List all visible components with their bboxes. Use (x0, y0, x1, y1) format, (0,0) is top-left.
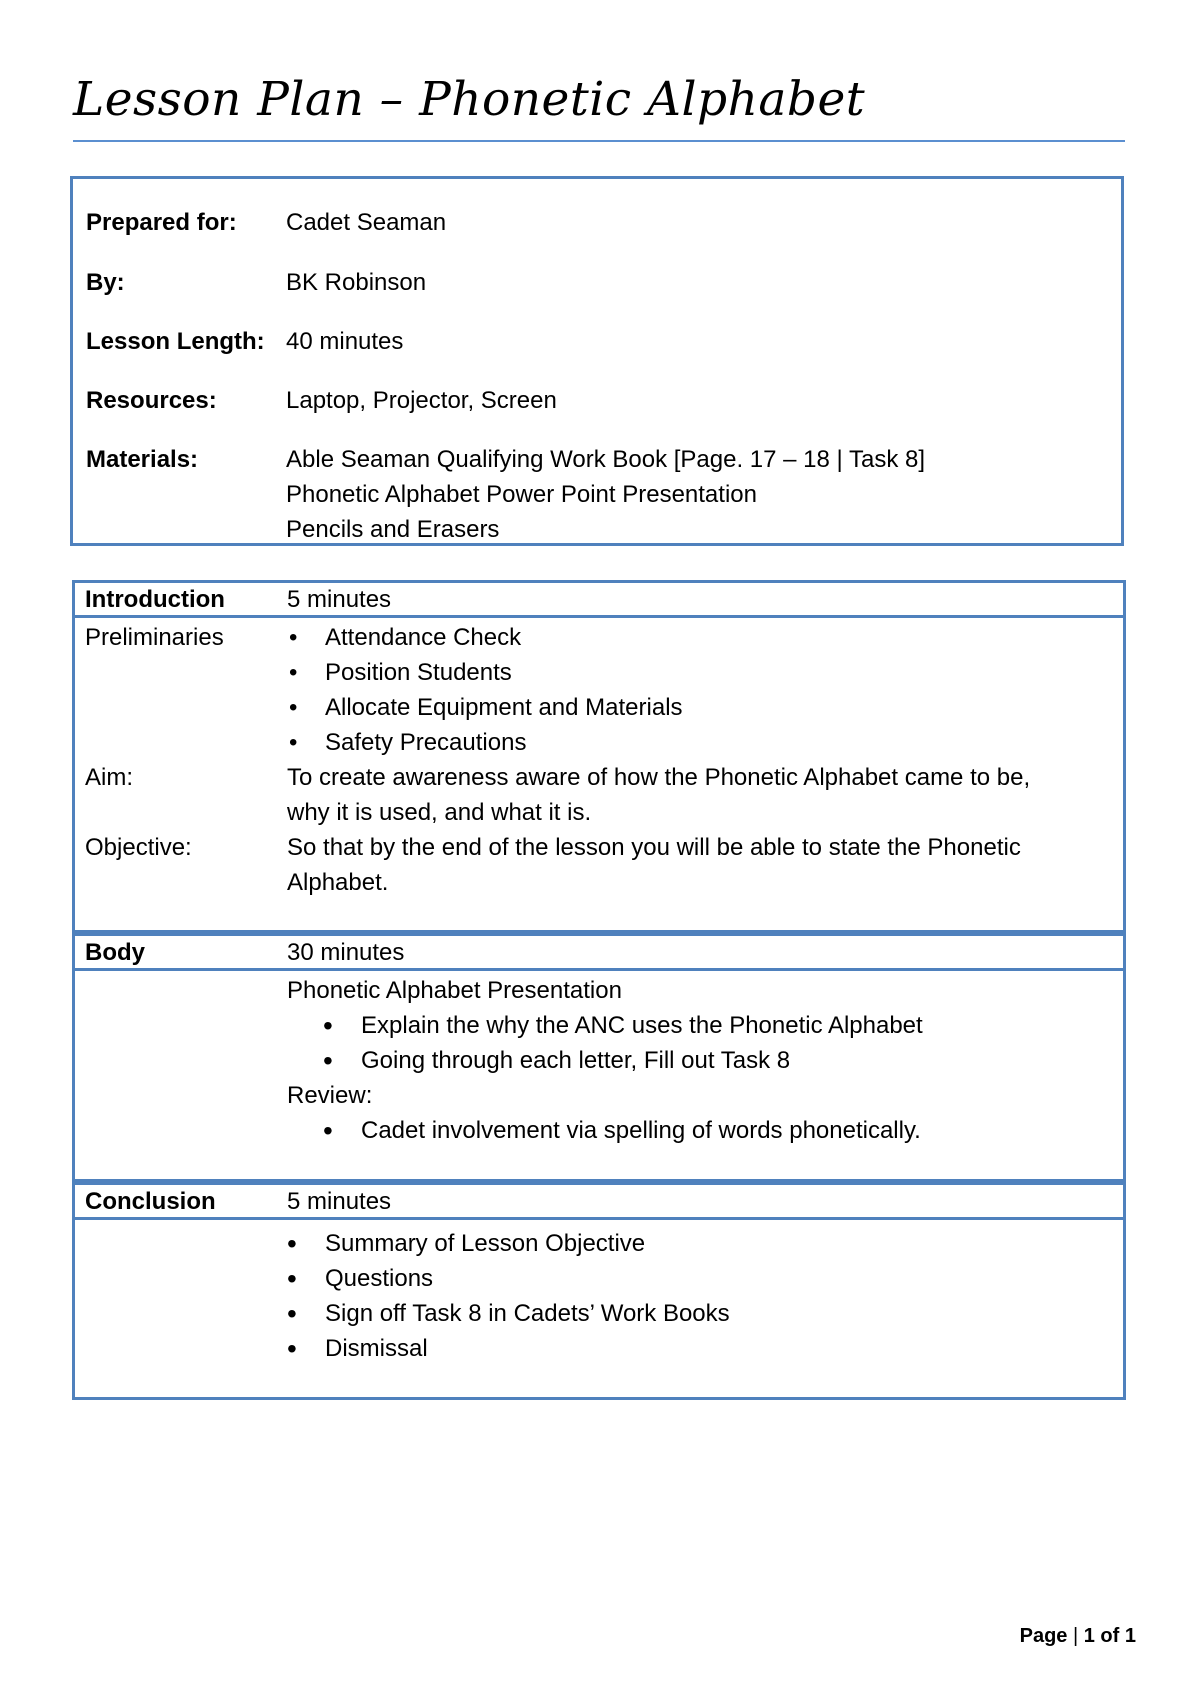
page-separator: | (1072, 1625, 1079, 1647)
body-content (72, 968, 1126, 1182)
resources-label: Resources: (86, 387, 217, 414)
lesson-length-value: 40 minutes (286, 328, 404, 355)
page-title: Lesson Plan – Phonetic Alphabet (73, 72, 866, 127)
objective-line: So that by the end of the lesson you will be able to state the Phonetic (287, 834, 1021, 861)
conclusion-content (72, 1217, 1126, 1400)
aim-text (287, 760, 1107, 830)
objective-label: Objective: (85, 834, 192, 861)
list-item: • Cadet involvement via spelling of words phonetically. (323, 1113, 921, 1148)
introduction-label: Introduction (85, 586, 225, 613)
list-item: • Sign off Task 8 in Cadets’ Work Books (287, 1296, 730, 1331)
list-item: • Dismissal (287, 1331, 730, 1366)
page-label: Page (1019, 1625, 1068, 1647)
materials-label: Materials: (86, 446, 199, 473)
materials-item: Pencils and Erasers (286, 516, 500, 543)
prepared-for-value: Cadet Seaman (286, 209, 447, 236)
conclusion-header (72, 1182, 1126, 1220)
prepared-for-label: Prepared for: (86, 209, 237, 236)
presentation-heading: Phonetic Alphabet Presentation (287, 977, 622, 1004)
aim-line: why it is used, and what it is. (287, 799, 592, 826)
conclusion-duration: 5 minutes (287, 1188, 392, 1215)
body-duration: 30 minutes (287, 939, 405, 966)
introduction-content (72, 615, 1126, 933)
conclusion-list (287, 1226, 730, 1366)
materials-item: Able Seaman Qualifying Work Book [Page. 17 – 18 | Task 8] (286, 446, 926, 473)
list-item: • Position Students (287, 655, 683, 690)
list-item: • Safety Precautions (287, 725, 683, 760)
aim-line: To create awareness aware of how the Phonetic Alphabet came to be, (287, 764, 1031, 791)
presentation-list (323, 1008, 923, 1078)
list-item: • Allocate Equipment and Materials (287, 690, 683, 725)
introduction-header (72, 580, 1126, 618)
aim-label: Aim: (85, 764, 133, 791)
body-label: Body (85, 939, 145, 966)
body-header (72, 933, 1126, 971)
list-item: • Explain the why the ANC uses the Phonetic Alphabet (323, 1008, 923, 1043)
title-rule (73, 140, 1125, 142)
materials-list (286, 442, 925, 547)
preliminaries-list (287, 620, 683, 760)
list-item: • Attendance Check (287, 620, 683, 655)
list-item: • Summary of Lesson Objective (287, 1226, 730, 1261)
objective-text (287, 830, 1107, 900)
conclusion-label: Conclusion (85, 1188, 216, 1215)
list-item: • Questions (287, 1261, 730, 1296)
list-item: • Going through each letter, Fill out Task 8 (323, 1043, 923, 1078)
page-footer (1020, 1625, 1136, 1648)
materials-item: Phonetic Alphabet Power Point Presentation (286, 481, 757, 508)
introduction-duration: 5 minutes (287, 586, 392, 613)
by-value: BK Robinson (286, 269, 427, 296)
preliminaries-label: Preliminaries (85, 624, 224, 651)
page-number: 1 of 1 (1083, 1625, 1136, 1647)
lesson-length-label: Lesson Length: (86, 328, 265, 355)
review-heading: Review: (287, 1082, 373, 1109)
review-list (323, 1113, 921, 1148)
objective-line: Alphabet. (287, 869, 389, 896)
resources-value: Laptop, Projector, Screen (286, 387, 557, 414)
lesson-info-box (70, 176, 1124, 546)
by-label: By: (86, 269, 125, 296)
